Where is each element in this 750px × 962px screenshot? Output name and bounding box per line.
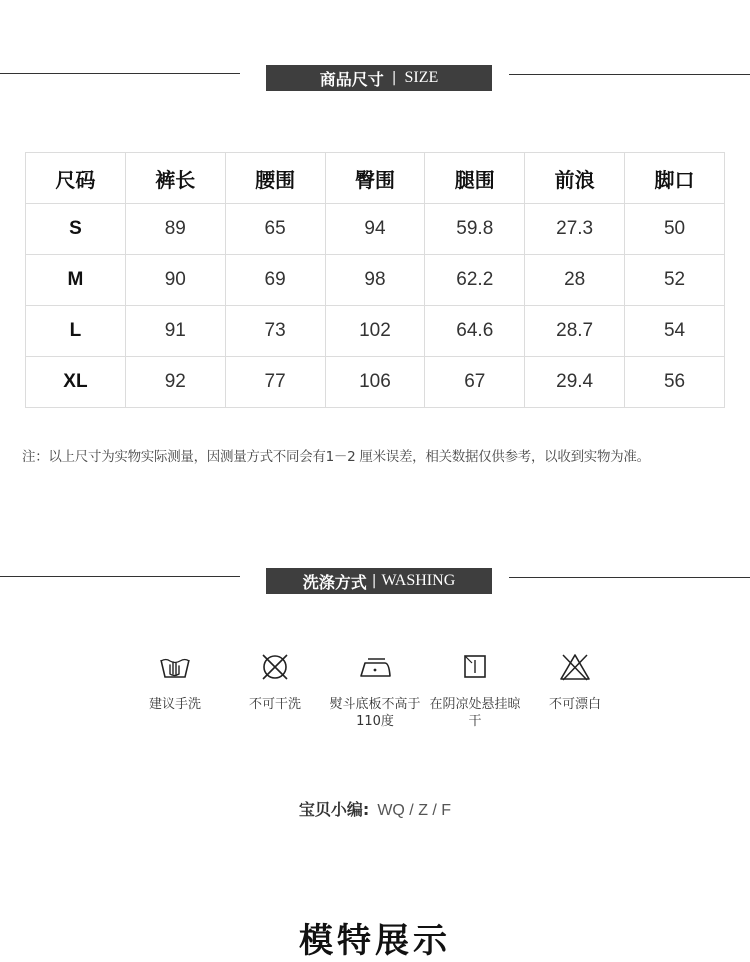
- wash-label: 建议手洗: [148, 697, 201, 712]
- table-cell: 28: [525, 255, 625, 306]
- size-table-header-row: [26, 153, 725, 204]
- size-label-cell: XL: [26, 357, 126, 408]
- table-row: [26, 204, 725, 255]
- washing-divider-right: [509, 577, 750, 578]
- table-cell: 50: [625, 204, 725, 255]
- table-cell: 54: [625, 306, 725, 357]
- size-label-cell: L: [26, 306, 126, 357]
- wash-label: 熨斗底板不高于110度: [329, 697, 421, 729]
- editor-credit: [0, 797, 750, 820]
- table-row: [26, 306, 725, 357]
- size-table-header: 前浪: [525, 153, 625, 204]
- size-section-banner: [266, 65, 492, 91]
- table-cell: 106: [325, 357, 425, 408]
- table-cell: 89: [125, 204, 225, 255]
- table-cell: 91: [125, 306, 225, 357]
- wash-item-no-bleach: [525, 652, 625, 713]
- washing-section-separator: |: [371, 573, 377, 589]
- size-table-header: 脚口: [625, 153, 725, 204]
- wash-label: 在阴凉处悬挂晾干: [429, 697, 521, 729]
- next-section-title: 模特展示: [299, 921, 451, 961]
- size-section-title-en: SIZE: [404, 69, 439, 86]
- size-table-header: 腰围: [225, 153, 325, 204]
- iron-icon: [357, 652, 393, 682]
- wash-item-no-dry-clean: [225, 652, 325, 713]
- table-cell: 73: [225, 306, 325, 357]
- table-cell: 90: [125, 255, 225, 306]
- size-divider-right: [509, 74, 750, 75]
- size-section-title-cn: 商品尺寸: [319, 69, 384, 89]
- table-cell: 94: [325, 204, 425, 255]
- table-cell: 29.4: [525, 357, 625, 408]
- table-cell: 67: [425, 357, 525, 408]
- size-table-header: 裤长: [125, 153, 225, 204]
- table-cell: 56: [625, 357, 725, 408]
- editor-label: 宝贝小编:: [298, 800, 370, 819]
- size-table-header: 尺码: [26, 153, 126, 204]
- table-cell: 77: [225, 357, 325, 408]
- size-table: [25, 152, 725, 408]
- table-cell: 92: [125, 357, 225, 408]
- hang-dry-shade-icon: [460, 652, 490, 682]
- table-cell: 28.7: [525, 306, 625, 357]
- washing-section-title-cn: 洗涤方式: [302, 572, 367, 592]
- size-label-cell: S: [26, 204, 126, 255]
- table-cell: 62.2: [425, 255, 525, 306]
- no-dry-clean-icon: [259, 652, 291, 682]
- table-row: [26, 357, 725, 408]
- washing-section-banner: [266, 568, 492, 594]
- editor-value: WQ / Z / F: [377, 802, 452, 819]
- size-table-header: 腿围: [425, 153, 525, 204]
- table-cell: 102: [325, 306, 425, 357]
- table-row: [26, 255, 725, 306]
- washing-section-title-en: WASHING: [381, 572, 456, 589]
- size-section-separator: |: [391, 70, 397, 86]
- measurement-note: 注：以上尺寸为实物实际测量，因测量方式不同会有1－2 厘米误差，相关数据仅供参考，以收到实物为准。: [22, 449, 650, 465]
- table-cell: 64.6: [425, 306, 525, 357]
- size-divider-left: [0, 73, 240, 74]
- wash-label: 不可漂白: [548, 697, 601, 712]
- size-label-cell: M: [26, 255, 126, 306]
- wash-item-hand-wash: [125, 652, 225, 713]
- size-table-header: 臀围: [325, 153, 425, 204]
- table-cell: 69: [225, 255, 325, 306]
- table-cell: 65: [225, 204, 325, 255]
- table-cell: 52: [625, 255, 725, 306]
- hand-wash-icon: [158, 652, 192, 682]
- table-cell: 98: [325, 255, 425, 306]
- wash-label: 不可干洗: [248, 697, 301, 712]
- wash-item-iron: [325, 652, 425, 730]
- wash-item-hang-dry: [425, 652, 525, 730]
- table-cell: 59.8: [425, 204, 525, 255]
- table-cell: 27.3: [525, 204, 625, 255]
- no-bleach-icon: [558, 652, 592, 682]
- washing-divider-left: [0, 576, 240, 577]
